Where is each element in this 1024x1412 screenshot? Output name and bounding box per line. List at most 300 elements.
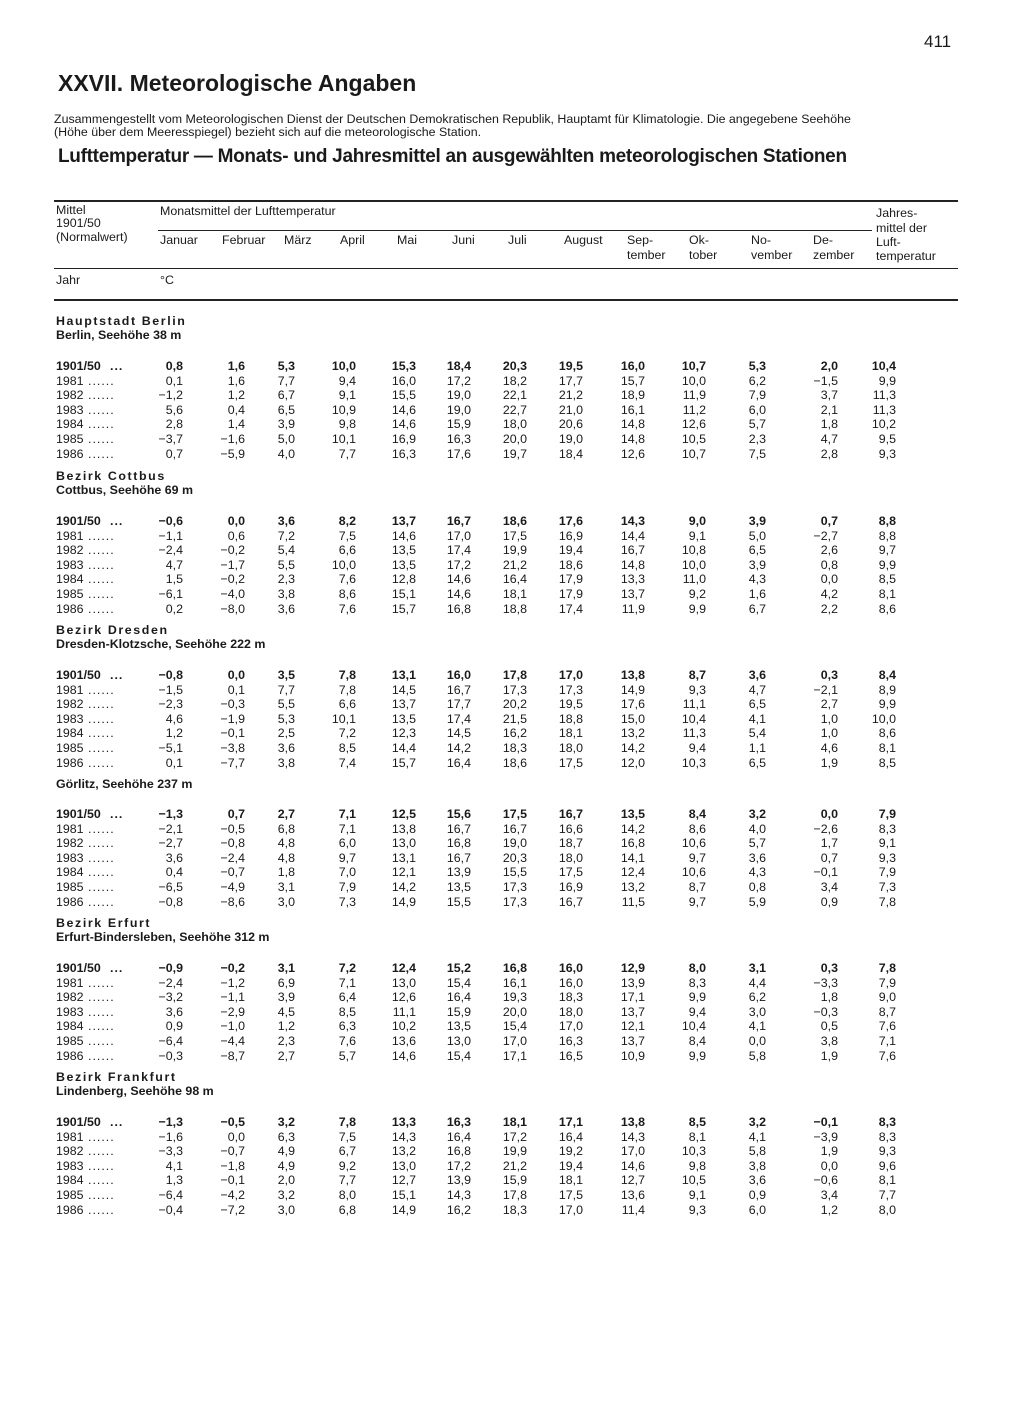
row-leader-dots: ...... [88, 1034, 115, 1048]
month-value-cell: 9,1 [688, 1188, 706, 1202]
month-value-cell: 8,7 [688, 668, 706, 682]
month-value-cell: 6,7 [748, 601, 766, 616]
month-value-cell: 18,7 [558, 836, 583, 851]
month-value-cell: 9,8 [688, 1158, 706, 1173]
row-leader-dots: ...... [88, 587, 115, 601]
row-leader-dots: ...... [88, 572, 115, 587]
month-value-cell: 2,0 [820, 359, 838, 373]
month-value-cell: 3,4 [820, 1188, 838, 1202]
month-value-cell: 5,0 [748, 528, 766, 543]
month-value-cell: 3,8 [748, 1158, 766, 1173]
table-row [0, 895, 1024, 909]
month-value-cell: 14,9 [391, 1202, 416, 1217]
month-value-cell: −3,2 [158, 990, 183, 1005]
row-leader-dots: ...... [88, 417, 115, 432]
month-value-cell: 3,8 [277, 587, 295, 601]
month-value-cell: 1,7 [820, 836, 838, 851]
row-leader-dots: ...... [88, 865, 115, 880]
month-value-cell: 16,0 [391, 373, 416, 388]
month-value-cell: 6,7 [338, 1144, 356, 1159]
month-value-cell: 2,3 [277, 572, 295, 587]
row-year: 1901/50 [56, 514, 101, 528]
month-value-cell: −4,4 [220, 1034, 245, 1048]
month-value-cell: 0,8 [165, 359, 183, 373]
annual-mean-cell: 8,7 [878, 1004, 896, 1019]
row-leader-dots: ...... [88, 741, 115, 755]
row-year: 1983 [56, 711, 84, 726]
month-value-cell: −0,4 [158, 1202, 183, 1217]
table-row [0, 572, 1024, 586]
month-value-cell: 10,3 [681, 1144, 706, 1159]
month-value-cell: 16,0 [620, 359, 645, 373]
month-value-cell: 0,5 [820, 1019, 838, 1034]
month-value-cell: 17,8 [502, 668, 527, 682]
month-value-cell: 17,3 [502, 894, 527, 909]
header-annual-3: Luft- [876, 235, 901, 249]
month-value-cell: 16,7 [620, 543, 645, 558]
annual-mean-cell: 8,1 [878, 1173, 896, 1188]
month-value-cell: 6,3 [277, 1129, 295, 1144]
row-year: 1984 [56, 1019, 84, 1034]
month-value-cell: 0,0 [820, 1158, 838, 1173]
month-value-cell: 13,5 [446, 880, 471, 894]
month-value-cell: 1,2 [227, 388, 245, 403]
month-value-cell: 21,2 [502, 1158, 527, 1173]
month-value-cell: 0,9 [165, 1019, 183, 1034]
month-value-cell: 5,0 [277, 432, 295, 446]
month-value-cell: −4,9 [220, 880, 245, 894]
month-value-cell: 7,7 [277, 373, 295, 388]
annual-mean-cell: 8,6 [878, 726, 896, 741]
month-value-cell: 3,0 [277, 1202, 295, 1217]
month-value-cell: 4,3 [748, 572, 766, 587]
annual-mean-cell: 10,0 [871, 711, 896, 726]
annual-mean-cell: 8,3 [878, 1129, 896, 1144]
month-value-cell: 18,6 [558, 557, 583, 572]
month-value-cell: 21,2 [558, 388, 583, 403]
month-value-cell: 18,4 [558, 446, 583, 461]
month-value-cell: 0,9 [748, 1188, 766, 1202]
month-value-cell: −0,5 [220, 1115, 245, 1129]
station-name: Erfurt-Bindersleben, Seehöhe 312 m [56, 930, 270, 944]
month-value-cell: 17,9 [558, 572, 583, 587]
month-value-cell: 12,4 [620, 865, 645, 880]
table-row [0, 1203, 1024, 1217]
month-header-9: Ok- [689, 233, 709, 247]
month-value-cell: −1,8 [220, 1158, 245, 1173]
row-year: 1981 [56, 528, 84, 543]
month-value-cell: 0,8 [748, 880, 766, 894]
month-value-cell: 6,5 [748, 697, 766, 712]
annual-mean-cell: 9,7 [878, 543, 896, 558]
annual-mean-cell: 9,9 [878, 373, 896, 388]
header-annual-2: mittel der [876, 221, 927, 235]
month-value-cell: 5,7 [338, 1048, 356, 1063]
month-value-cell: 20,0 [502, 432, 527, 446]
month-value-cell: 12,9 [620, 961, 645, 975]
month-value-cell: 17,5 [558, 865, 583, 880]
month-value-cell: 10,5 [681, 1173, 706, 1188]
month-value-cell: 4,9 [277, 1158, 295, 1173]
month-value-cell: 16,7 [446, 850, 471, 865]
annual-mean-cell: 8,0 [878, 1202, 896, 1217]
month-value-cell: −6,4 [158, 1188, 183, 1202]
month-value-cell: 0,0 [227, 668, 245, 682]
month-value-cell: 6,5 [277, 402, 295, 417]
table-row [0, 880, 1024, 894]
month-value-cell: 14,9 [391, 894, 416, 909]
month-value-cell: 9,1 [688, 528, 706, 543]
month-value-cell: 5,7 [748, 836, 766, 851]
month-value-cell: −3,3 [813, 975, 838, 990]
month-value-cell: 0,8 [820, 557, 838, 572]
month-value-cell: 17,1 [620, 990, 645, 1005]
month-value-cell: 15,5 [502, 865, 527, 880]
row-year: 1901/50 [56, 1115, 101, 1129]
month-value-cell: 14,8 [620, 432, 645, 446]
month-value-cell: −0,7 [220, 865, 245, 880]
month-value-cell: −0,2 [220, 543, 245, 558]
month-value-cell: 2,6 [820, 543, 838, 558]
month-value-cell: −0,1 [813, 865, 838, 880]
month-value-cell: 16,3 [391, 446, 416, 461]
month-value-cell: 13,2 [391, 1144, 416, 1159]
month-value-cell: 0,0 [227, 1129, 245, 1144]
month-value-cell: −6,4 [158, 1034, 183, 1048]
month-value-cell: 12,8 [391, 572, 416, 587]
section-title: Bezirk Dresden [56, 623, 169, 637]
month-value-cell: −3,7 [158, 432, 183, 446]
month-value-cell: 7,1 [338, 975, 356, 990]
month-value-cell: 3,8 [277, 755, 295, 770]
month-value-cell: 1,8 [277, 865, 295, 880]
month-value-cell: 3,6 [277, 514, 295, 528]
month-value-cell: 17,8 [502, 1188, 527, 1202]
row-year: 1983 [56, 557, 84, 572]
month-value-cell: 18,1 [502, 1115, 527, 1129]
annual-mean-cell: 8,8 [878, 528, 896, 543]
row-year: 1984 [56, 1173, 84, 1188]
annual-mean-cell: 7,1 [878, 1034, 896, 1048]
page-number: 411 [924, 32, 952, 51]
month-value-cell: 14,1 [620, 850, 645, 865]
month-value-cell: 14,5 [391, 682, 416, 697]
month-value-cell: 13,7 [391, 514, 416, 528]
month-value-cell: 0,4 [227, 402, 245, 417]
month-value-cell: 14,4 [391, 741, 416, 755]
table-row [0, 726, 1024, 740]
month-value-cell: 1,6 [227, 373, 245, 388]
month-value-cell: 19,7 [502, 446, 527, 461]
month-value-cell: 14,3 [391, 1129, 416, 1144]
row-leader-dots: ...... [88, 975, 115, 990]
month-value-cell: −2,7 [158, 836, 183, 851]
section-title: Bezirk Cottbus [56, 469, 166, 483]
month-value-cell: 13,7 [620, 587, 645, 601]
table-row [0, 514, 1024, 528]
month-value-cell: 17,2 [502, 1129, 527, 1144]
month-header-1: Februar [222, 233, 266, 247]
month-value-cell: 6,7 [277, 388, 295, 403]
month-value-cell: 17,7 [558, 373, 583, 388]
month-value-cell: 18,1 [558, 726, 583, 741]
annual-mean-cell: 7,8 [878, 961, 896, 975]
month-header-2: März [284, 233, 312, 247]
month-value-cell: −2,4 [220, 850, 245, 865]
month-value-cell: 1,1 [748, 741, 766, 755]
month-header-5: Juni [452, 233, 475, 247]
month-value-cell: 16,2 [446, 1202, 471, 1217]
annual-mean-cell: 9,9 [878, 557, 896, 572]
month-header-8: Sep- [627, 233, 654, 247]
row-leader-dots: ...... [88, 697, 115, 712]
month-value-cell: 14,5 [446, 726, 471, 741]
month-value-cell: 12,1 [391, 865, 416, 880]
table-row [0, 1115, 1024, 1129]
month-value-cell: 12,6 [681, 417, 706, 432]
month-value-cell: 15,5 [391, 388, 416, 403]
month-value-cell: 4,9 [277, 1144, 295, 1159]
month-value-cell: 10,6 [681, 865, 706, 880]
month-value-cell: 18,8 [502, 601, 527, 616]
month-value-cell: 16,8 [502, 961, 527, 975]
month-value-cell: 4,8 [277, 836, 295, 851]
month-value-cell: 15,4 [502, 1019, 527, 1034]
month-value-cell: 10,2 [391, 1019, 416, 1034]
month-value-cell: 3,6 [165, 1004, 183, 1019]
month-value-cell: 5,3 [277, 711, 295, 726]
month-value-cell: −4,2 [220, 1188, 245, 1202]
month-value-cell: 3,4 [820, 880, 838, 894]
month-value-cell: 2,2 [820, 601, 838, 616]
month-value-cell: 1,3 [165, 1173, 183, 1188]
month-value-cell: −0,7 [220, 1144, 245, 1159]
table-row [0, 683, 1024, 697]
month-value-cell: 15,0 [620, 711, 645, 726]
month-value-cell: 16,9 [558, 528, 583, 543]
month-value-cell: −4,0 [220, 587, 245, 601]
annual-mean-cell: 8,3 [878, 821, 896, 836]
row-year: 1982 [56, 543, 84, 558]
month-value-cell: 7,2 [338, 961, 356, 975]
row-leader-dots: ...... [88, 1188, 115, 1202]
month-value-cell: 10,5 [681, 432, 706, 446]
month-value-cell: 5,7 [748, 417, 766, 432]
annual-mean-cell: 8,8 [878, 514, 896, 528]
month-value-cell: 6,8 [277, 821, 295, 836]
month-value-cell: 9,8 [338, 417, 356, 432]
month-value-cell: 3,1 [277, 880, 295, 894]
month-value-cell: 16,9 [558, 880, 583, 894]
table-row [0, 447, 1024, 461]
month-value-cell: 21,5 [502, 711, 527, 726]
month-value-cell: 13,0 [391, 1158, 416, 1173]
header-annual-4: temperatur [876, 249, 936, 263]
annual-mean-cell: 8,1 [878, 741, 896, 755]
month-value-cell: 3,2 [748, 807, 766, 821]
month-value-cell: 12,4 [391, 961, 416, 975]
row-year: 1983 [56, 1004, 84, 1019]
month-value-cell: 0,0 [820, 572, 838, 587]
month-value-cell: 5,4 [748, 726, 766, 741]
month-value-cell: −2,9 [220, 1004, 245, 1019]
month-value-cell: 4,1 [748, 1019, 766, 1034]
row-year: 1901/50 [56, 359, 101, 373]
month-value-cell: 6,0 [748, 402, 766, 417]
row-year: 1986 [56, 1202, 84, 1217]
month-value-cell: 17,2 [446, 1158, 471, 1173]
header-unit: °C [160, 273, 174, 287]
row-leader-dots: ...... [88, 821, 115, 836]
section-title: Bezirk Erfurt [56, 916, 152, 930]
month-value-cell: −1,3 [158, 807, 183, 821]
month-value-cell: 13,0 [391, 975, 416, 990]
annual-mean-cell: 9,1 [878, 836, 896, 851]
table-row [0, 836, 1024, 850]
row-year: 1985 [56, 1188, 84, 1202]
month-value-cell: 15,1 [391, 1188, 416, 1202]
month-value-cell: 6,8 [338, 1202, 356, 1217]
row-leader-dots: ...... [88, 1173, 115, 1188]
month-value-cell: 9,0 [688, 514, 706, 528]
month-value-cell: 19,2 [558, 1144, 583, 1159]
month-value-cell: 8,6 [688, 821, 706, 836]
month-value-cell: 4,3 [748, 865, 766, 880]
annual-mean-cell: 9,0 [878, 990, 896, 1005]
month-value-cell: 17,6 [620, 697, 645, 712]
month-value-cell: 12,1 [620, 1019, 645, 1034]
row-leader-dots: ...... [88, 373, 115, 388]
month-value-cell: 9,7 [688, 894, 706, 909]
month-value-cell: 17,2 [446, 557, 471, 572]
month-value-cell: 10,6 [681, 836, 706, 851]
month-value-cell: −3,9 [813, 1129, 838, 1144]
table-row [0, 417, 1024, 431]
month-value-cell: 1,9 [820, 1048, 838, 1063]
table-row [0, 359, 1024, 373]
month-value-cell: 13,7 [391, 697, 416, 712]
header-year: Jahr [56, 273, 81, 287]
table-row [0, 865, 1024, 879]
month-value-cell: −8,7 [220, 1048, 245, 1063]
month-value-cell: 0,9 [820, 894, 838, 909]
month-value-cell: 15,5 [446, 894, 471, 909]
month-value-cell: −5,9 [220, 446, 245, 461]
month-value-cell: 13,9 [620, 975, 645, 990]
month-value-cell: 11,2 [682, 402, 706, 417]
table-row [0, 1188, 1024, 1202]
month-value-cell: 11,5 [621, 894, 645, 909]
annual-mean-cell: 8,1 [878, 587, 896, 601]
month-value-cell: 1,0 [820, 711, 838, 726]
month-value-cell: 0,2 [165, 601, 183, 616]
row-leader-dots: ...... [88, 1004, 115, 1019]
month-value-cell: 10,7 [681, 446, 706, 461]
month-value-cell: 3,6 [748, 1173, 766, 1188]
month-value-cell: 12,3 [391, 726, 416, 741]
section-title: Bezirk Frankfurt [56, 1070, 177, 1084]
month-value-cell: 14,6 [446, 587, 471, 601]
month-value-cell: 9,4 [338, 373, 356, 388]
row-year: 1981 [56, 821, 84, 836]
month-value-cell: 18,0 [502, 417, 527, 432]
month-value-cell: −3,3 [158, 1144, 183, 1159]
month-value-cell: −2,7 [813, 528, 838, 543]
annual-mean-cell: 8,3 [878, 1115, 896, 1129]
month-value-cell: 10,3 [681, 755, 706, 770]
month-value-cell: −8,6 [220, 894, 245, 909]
annual-mean-cell: 7,6 [878, 1048, 896, 1063]
month-value-cell: 5,3 [277, 359, 295, 373]
month-value-cell: 3,6 [748, 668, 766, 682]
month-value-cell: 16,3 [446, 432, 471, 446]
row-year: 1982 [56, 697, 84, 712]
month-value-cell: 14,2 [391, 880, 416, 894]
month-value-cell: 1,2 [277, 1019, 295, 1034]
month-value-cell: 13,3 [391, 1115, 416, 1129]
month-header-11: De- [813, 233, 833, 247]
month-value-cell: −0,8 [158, 668, 183, 682]
annual-mean-cell: 11,3 [872, 402, 896, 417]
month-value-cell: 14,2 [620, 821, 645, 836]
month-value-cell: 16,7 [558, 894, 583, 909]
month-value-cell: 9,1 [338, 388, 356, 403]
month-value-cell: 13,2 [620, 726, 645, 741]
month-value-cell: 13,5 [391, 557, 416, 572]
month-value-cell: 19,3 [502, 990, 527, 1005]
table-row [0, 990, 1024, 1004]
annual-mean-cell: 10,2 [871, 417, 896, 432]
month-value-cell: 22,7 [502, 402, 527, 417]
month-value-cell: −1,5 [158, 682, 183, 697]
month-group-rule [158, 230, 872, 231]
month-value-cell: 5,8 [748, 1048, 766, 1063]
row-leader-dots: ...... [88, 755, 115, 770]
month-value-cell: −0,6 [158, 514, 183, 528]
month-value-cell: 3,9 [748, 514, 766, 528]
month-value-cell: 7,1 [338, 821, 356, 836]
station-name: Cottbus, Seehöhe 69 m [56, 483, 194, 497]
month-value-cell: 16,4 [502, 572, 527, 587]
month-value-cell: 18,8 [558, 711, 583, 726]
row-year: 1986 [56, 755, 84, 770]
month-value-cell: 17,2 [446, 373, 471, 388]
month-value-cell: 16,7 [502, 821, 527, 836]
month-value-cell: 10,4 [681, 1019, 706, 1034]
annual-mean-cell: 7,9 [878, 807, 896, 821]
row-leader-dots: ...... [88, 432, 115, 446]
month-value-cell: 6,0 [338, 836, 356, 851]
month-value-cell: 18,1 [502, 587, 527, 601]
annual-mean-cell: 9,6 [878, 1158, 896, 1173]
month-value-cell: 1,9 [820, 755, 838, 770]
month-header-10: No- [751, 233, 771, 247]
month-value-cell: 3,9 [277, 990, 295, 1005]
month-value-cell: 18,1 [558, 1173, 583, 1188]
month-value-cell: 19,0 [446, 388, 471, 403]
month-value-cell: 17,0 [558, 1019, 583, 1034]
month-value-cell: −1,1 [220, 990, 245, 1005]
month-value-cell: 5,8 [748, 1144, 766, 1159]
row-leader-dots: ... [110, 807, 124, 821]
month-value-cell: 8,0 [338, 1188, 356, 1202]
month-value-cell: 16,4 [446, 1129, 471, 1144]
month-header-7: August [564, 233, 603, 247]
month-value-cell: 4,6 [165, 711, 183, 726]
month-value-cell: 15,3 [391, 359, 416, 373]
month-value-cell: 19,9 [502, 1144, 527, 1159]
month-value-cell: 12,7 [620, 1173, 645, 1188]
